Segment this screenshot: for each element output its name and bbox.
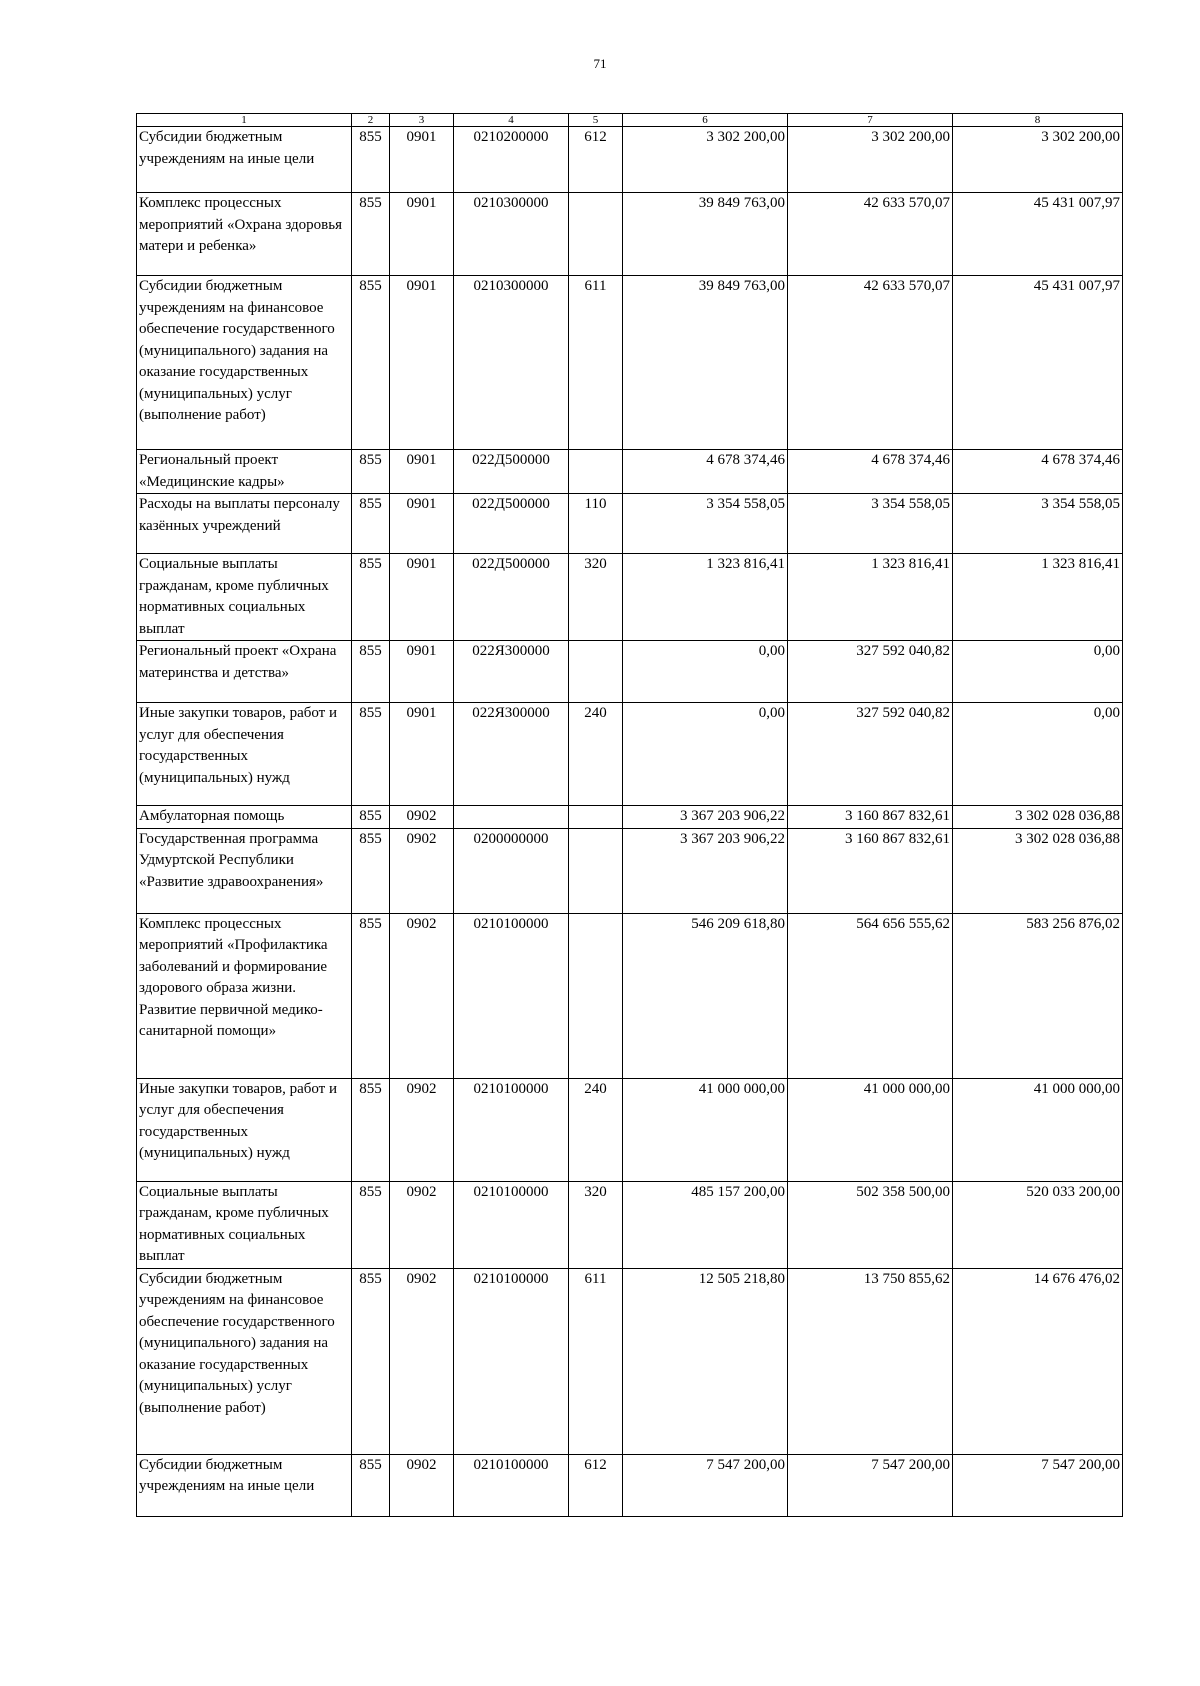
amount-cell-7: 4 678 374,46 bbox=[788, 450, 953, 494]
amount-cell-7: 3 160 867 832,61 bbox=[788, 828, 953, 913]
amount-cell-7: 502 358 500,00 bbox=[788, 1181, 953, 1268]
column-header: 6 bbox=[623, 114, 788, 127]
row-name-cell: Комплекс процессных мероприятий «Профилактика заболеваний и формирование здорового образа жизни. Развитие первичной медико-санитарной помощи» bbox=[137, 913, 352, 1078]
row-name-cell: Амбулаторная помощь bbox=[137, 806, 352, 829]
column-header: 1 bbox=[137, 114, 352, 127]
table-row bbox=[137, 494, 1123, 554]
table-row bbox=[137, 127, 1123, 193]
table-row bbox=[137, 1454, 1123, 1516]
code-cell-3: 0901 bbox=[390, 193, 454, 276]
code-cell-4: 0210100000 bbox=[454, 913, 569, 1078]
code-cell-3: 0902 bbox=[390, 806, 454, 829]
amount-cell-8: 0,00 bbox=[953, 641, 1123, 703]
table-row bbox=[137, 913, 1123, 1078]
row-name-cell: Субсидии бюджетным учреждениям на иные цели bbox=[137, 1454, 352, 1516]
header-row bbox=[137, 114, 1123, 127]
code-cell-3: 0902 bbox=[390, 913, 454, 1078]
amount-cell-6: 12 505 218,80 bbox=[623, 1268, 788, 1454]
amount-cell-7: 1 323 816,41 bbox=[788, 554, 953, 641]
code-cell-2: 855 bbox=[352, 127, 390, 193]
amount-cell-6: 485 157 200,00 bbox=[623, 1181, 788, 1268]
code-cell-2: 855 bbox=[352, 828, 390, 913]
code-cell-3: 0901 bbox=[390, 450, 454, 494]
code-cell-4: 022Я300000 bbox=[454, 703, 569, 806]
code-cell-5: 611 bbox=[569, 1268, 623, 1454]
row-name-cell: Социальные выплаты гражданам, кроме публичных нормативных социальных выплат bbox=[137, 1181, 352, 1268]
amount-cell-6: 3 354 558,05 bbox=[623, 494, 788, 554]
code-cell-3: 0901 bbox=[390, 554, 454, 641]
table-row bbox=[137, 641, 1123, 703]
amount-cell-7: 327 592 040,82 bbox=[788, 703, 953, 806]
amount-cell-7: 3 354 558,05 bbox=[788, 494, 953, 554]
amount-cell-7: 41 000 000,00 bbox=[788, 1078, 953, 1181]
amount-cell-6: 0,00 bbox=[623, 703, 788, 806]
table-row bbox=[137, 703, 1123, 806]
amount-cell-8: 3 302 028 036,88 bbox=[953, 828, 1123, 913]
table-row bbox=[137, 450, 1123, 494]
table-row bbox=[137, 193, 1123, 276]
code-cell-4: 0210100000 bbox=[454, 1268, 569, 1454]
code-cell-3: 0902 bbox=[390, 1454, 454, 1516]
amount-cell-7: 42 633 570,07 bbox=[788, 276, 953, 450]
amount-cell-6: 3 302 200,00 bbox=[623, 127, 788, 193]
amount-cell-6: 39 849 763,00 bbox=[623, 276, 788, 450]
column-header: 2 bbox=[352, 114, 390, 127]
amount-cell-7: 564 656 555,62 bbox=[788, 913, 953, 1078]
code-cell-5: 611 bbox=[569, 276, 623, 450]
code-cell-5: 110 bbox=[569, 494, 623, 554]
code-cell-5 bbox=[569, 641, 623, 703]
table-row bbox=[137, 1181, 1123, 1268]
code-cell-3: 0901 bbox=[390, 127, 454, 193]
table-row bbox=[137, 554, 1123, 641]
code-cell-3: 0902 bbox=[390, 1268, 454, 1454]
code-cell-2: 855 bbox=[352, 1078, 390, 1181]
code-cell-2: 855 bbox=[352, 193, 390, 276]
row-name-cell: Субсидии бюджетным учреждениям на финансовое обеспечение государственного (муниципального) задания на оказание государственных (муниципальных) услуг (выполнение работ) bbox=[137, 1268, 352, 1454]
amount-cell-6: 4 678 374,46 bbox=[623, 450, 788, 494]
code-cell-3: 0902 bbox=[390, 1181, 454, 1268]
amount-cell-7: 3 160 867 832,61 bbox=[788, 806, 953, 829]
code-cell-2: 855 bbox=[352, 641, 390, 703]
row-name-cell: Региональный проект «Медицинские кадры» bbox=[137, 450, 352, 494]
amount-cell-8: 4 678 374,46 bbox=[953, 450, 1123, 494]
amount-cell-6: 546 209 618,80 bbox=[623, 913, 788, 1078]
code-cell-2: 855 bbox=[352, 1181, 390, 1268]
row-name-cell: Социальные выплаты гражданам, кроме публичных нормативных социальных выплат bbox=[137, 554, 352, 641]
code-cell-4 bbox=[454, 806, 569, 829]
table-row bbox=[137, 1078, 1123, 1181]
amount-cell-7: 42 633 570,07 bbox=[788, 193, 953, 276]
code-cell-3: 0901 bbox=[390, 703, 454, 806]
amount-cell-8: 14 676 476,02 bbox=[953, 1268, 1123, 1454]
amount-cell-7: 7 547 200,00 bbox=[788, 1454, 953, 1516]
column-header: 8 bbox=[953, 114, 1123, 127]
code-cell-2: 855 bbox=[352, 913, 390, 1078]
amount-cell-6: 3 367 203 906,22 bbox=[623, 806, 788, 829]
amount-cell-8: 0,00 bbox=[953, 703, 1123, 806]
code-cell-2: 855 bbox=[352, 276, 390, 450]
code-cell-4: 0210200000 bbox=[454, 127, 569, 193]
amount-cell-8: 41 000 000,00 bbox=[953, 1078, 1123, 1181]
row-name-cell: Иные закупки товаров, работ и услуг для обеспечения государственных (муниципальных) нужд bbox=[137, 703, 352, 806]
code-cell-3: 0902 bbox=[390, 828, 454, 913]
code-cell-5 bbox=[569, 913, 623, 1078]
code-cell-4: 0200000000 bbox=[454, 828, 569, 913]
code-cell-5 bbox=[569, 450, 623, 494]
amount-cell-8: 7 547 200,00 bbox=[953, 1454, 1123, 1516]
table-row bbox=[137, 806, 1123, 829]
code-cell-5 bbox=[569, 828, 623, 913]
code-cell-4: 0210100000 bbox=[454, 1181, 569, 1268]
amount-cell-8: 520 033 200,00 bbox=[953, 1181, 1123, 1268]
amount-cell-6: 39 849 763,00 bbox=[623, 193, 788, 276]
column-header: 5 bbox=[569, 114, 623, 127]
code-cell-4: 0210100000 bbox=[454, 1454, 569, 1516]
amount-cell-8: 1 323 816,41 bbox=[953, 554, 1123, 641]
code-cell-2: 855 bbox=[352, 554, 390, 641]
row-name-cell: Региональный проект «Охрана материнства и детства» bbox=[137, 641, 352, 703]
amount-cell-8: 3 302 028 036,88 bbox=[953, 806, 1123, 829]
row-name-cell: Субсидии бюджетным учреждениям на иные цели bbox=[137, 127, 352, 193]
amount-cell-6: 7 547 200,00 bbox=[623, 1454, 788, 1516]
amount-cell-7: 327 592 040,82 bbox=[788, 641, 953, 703]
code-cell-5: 240 bbox=[569, 703, 623, 806]
row-name-cell: Комплекс процессных мероприятий «Охрана здоровья матери и ребенка» bbox=[137, 193, 352, 276]
code-cell-4: 0210300000 bbox=[454, 276, 569, 450]
amount-cell-6: 0,00 bbox=[623, 641, 788, 703]
code-cell-3: 0902 bbox=[390, 1078, 454, 1181]
code-cell-5: 240 bbox=[569, 1078, 623, 1181]
code-cell-3: 0901 bbox=[390, 641, 454, 703]
budget-table bbox=[136, 113, 1123, 1517]
amount-cell-6: 41 000 000,00 bbox=[623, 1078, 788, 1181]
amount-cell-6: 3 367 203 906,22 bbox=[623, 828, 788, 913]
column-header: 3 bbox=[390, 114, 454, 127]
amount-cell-8: 45 431 007,97 bbox=[953, 193, 1123, 276]
code-cell-5: 320 bbox=[569, 1181, 623, 1268]
row-name-cell: Субсидии бюджетным учреждениям на финансовое обеспечение государственного (муниципального) задания на оказание государственных (муниципальных) услуг (выполнение работ) bbox=[137, 276, 352, 450]
amount-cell-7: 13 750 855,62 bbox=[788, 1268, 953, 1454]
column-header: 7 bbox=[788, 114, 953, 127]
code-cell-2: 855 bbox=[352, 806, 390, 829]
amount-cell-8: 45 431 007,97 bbox=[953, 276, 1123, 450]
code-cell-4: 0210100000 bbox=[454, 1078, 569, 1181]
code-cell-4: 022Я300000 bbox=[454, 641, 569, 703]
code-cell-5: 612 bbox=[569, 127, 623, 193]
code-cell-3: 0901 bbox=[390, 494, 454, 554]
table-row bbox=[137, 828, 1123, 913]
code-cell-4: 022Д500000 bbox=[454, 494, 569, 554]
amount-cell-7: 3 302 200,00 bbox=[788, 127, 953, 193]
code-cell-2: 855 bbox=[352, 1454, 390, 1516]
amount-cell-8: 3 302 200,00 bbox=[953, 127, 1123, 193]
amount-cell-6: 1 323 816,41 bbox=[623, 554, 788, 641]
code-cell-3: 0901 bbox=[390, 276, 454, 450]
table-row bbox=[137, 1268, 1123, 1454]
code-cell-5 bbox=[569, 193, 623, 276]
row-name-cell: Иные закупки товаров, работ и услуг для обеспечения государственных (муниципальных) нужд bbox=[137, 1078, 352, 1181]
row-name-cell: Государственная программа Удмуртской Республики «Развитие здравоохранения» bbox=[137, 828, 352, 913]
code-cell-5: 612 bbox=[569, 1454, 623, 1516]
page-number: 71 bbox=[593, 56, 607, 71]
code-cell-4: 022Д500000 bbox=[454, 554, 569, 641]
column-header: 4 bbox=[454, 114, 569, 127]
code-cell-2: 855 bbox=[352, 1268, 390, 1454]
row-name-cell: Расходы на выплаты персоналу казённых учреждений bbox=[137, 494, 352, 554]
code-cell-4: 0210300000 bbox=[454, 193, 569, 276]
amount-cell-8: 3 354 558,05 bbox=[953, 494, 1123, 554]
code-cell-5: 320 bbox=[569, 554, 623, 641]
amount-cell-8: 583 256 876,02 bbox=[953, 913, 1123, 1078]
code-cell-4: 022Д500000 bbox=[454, 450, 569, 494]
code-cell-2: 855 bbox=[352, 703, 390, 806]
code-cell-2: 855 bbox=[352, 450, 390, 494]
code-cell-5 bbox=[569, 806, 623, 829]
table-row bbox=[137, 276, 1123, 450]
code-cell-2: 855 bbox=[352, 494, 390, 554]
